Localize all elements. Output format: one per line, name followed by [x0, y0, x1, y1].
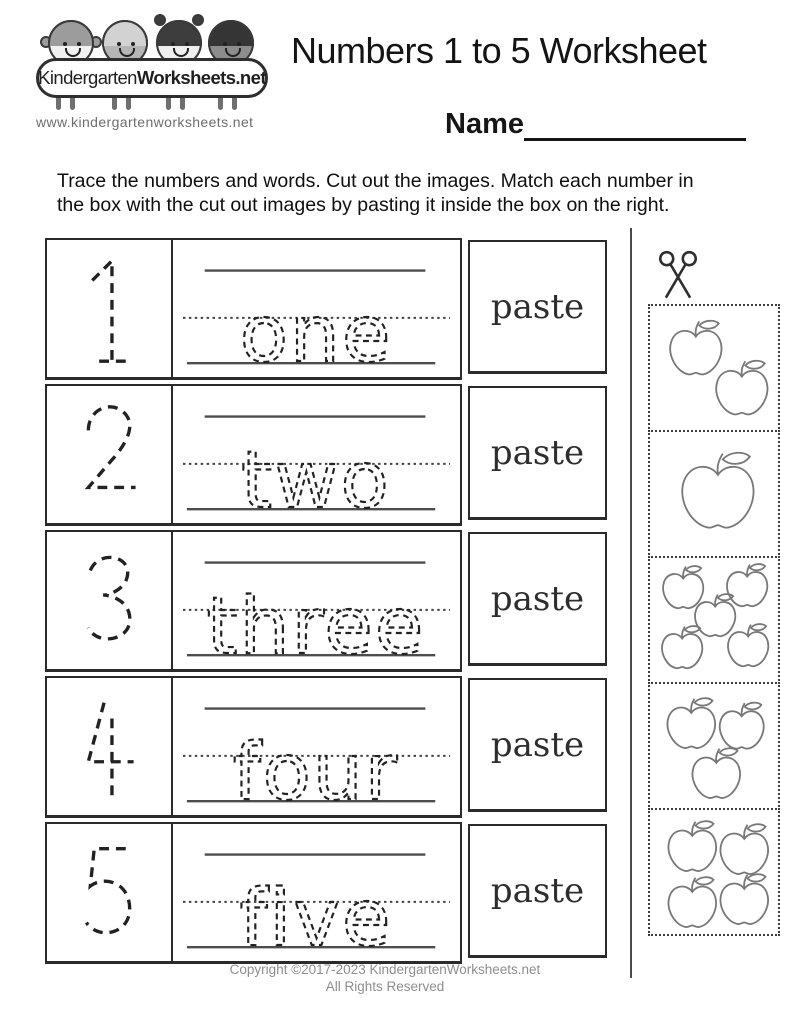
name-label: Name	[445, 108, 524, 140]
cut-out-box-2	[648, 430, 780, 558]
scissors-icon	[652, 248, 704, 304]
trace-word-box-1	[173, 240, 460, 377]
instructions	[57, 170, 767, 217]
trace-numeral-icon	[47, 241, 171, 377]
copyright-line: Copyright ©2017-2023 KindergartenWorksheets.net	[229, 962, 541, 977]
paste-label: paste	[490, 432, 585, 473]
trace-word-text: four	[232, 725, 400, 815]
apple-icon	[654, 620, 710, 675]
trace-word-box-2	[173, 386, 460, 523]
trace-word-box-4	[173, 678, 460, 815]
cut-out-strip	[648, 248, 784, 304]
brand-text-bold: Worksheets.net	[136, 67, 266, 88]
trace-numeral-icon	[47, 387, 171, 523]
instructions-line-1: Trace the numbers and words. Cut out the images. Match each number in	[57, 170, 694, 192]
cut-out-box-4	[648, 682, 780, 810]
trace-number-box-5	[47, 824, 173, 961]
trace-word-box-5	[173, 824, 460, 961]
apple-icon	[706, 353, 778, 422]
trace-numeral-icon	[47, 825, 171, 961]
footer	[0, 962, 770, 995]
name-field-row	[445, 108, 746, 141]
brand-text-regular: Kindergarten	[38, 67, 137, 88]
trace-word-text: five	[239, 871, 393, 961]
paste-label: paste	[490, 870, 585, 911]
trace-row-4	[45, 676, 607, 818]
paste-box-3	[468, 532, 607, 666]
cut-out-box-1	[648, 304, 780, 432]
logo-url: www.kindergartenworksheets.net	[36, 114, 254, 130]
trace-row-2	[45, 384, 607, 526]
trace-word-text: three	[206, 579, 426, 669]
paste-label: paste	[490, 724, 585, 765]
trace-number-box-2	[47, 386, 173, 523]
rights-line: All Rights Reserved	[325, 978, 445, 994]
trace-number-box-4	[47, 678, 173, 815]
trace-word-text: one	[239, 287, 393, 377]
cut-out-box-3	[648, 556, 780, 684]
trace-numeral-icon	[47, 679, 171, 815]
trace-numeral-icon	[47, 533, 171, 669]
trace-word-box-3	[173, 532, 460, 669]
instructions-line-2: the box with the cut out images by pasting it inside the box on the right.	[57, 193, 670, 216]
paste-box-2	[468, 386, 607, 520]
apple-icon	[668, 442, 768, 539]
trace-row-5	[45, 822, 607, 964]
trace-row-1	[45, 238, 607, 380]
trace-number-box-1	[47, 240, 173, 377]
paste-box-5	[468, 824, 607, 958]
paste-box-1	[468, 240, 607, 374]
paste-box-4	[468, 678, 607, 812]
site-logo	[36, 12, 276, 134]
trace-number-box-3	[47, 532, 173, 669]
trace-rows	[45, 238, 607, 964]
vertical-divider	[630, 228, 632, 978]
logo-brand-sign	[36, 58, 268, 98]
trace-word-text: two	[241, 433, 391, 523]
paste-label: paste	[490, 286, 585, 327]
trace-row-3	[45, 530, 607, 672]
paste-label: paste	[490, 578, 585, 619]
page-title: Numbers 1 to 5 Worksheet	[291, 30, 707, 71]
name-blank-line	[524, 112, 746, 141]
cut-out-box-5	[648, 808, 780, 936]
apple-icon	[711, 867, 778, 931]
apple-icon	[720, 618, 776, 673]
apple-icon	[683, 741, 750, 805]
